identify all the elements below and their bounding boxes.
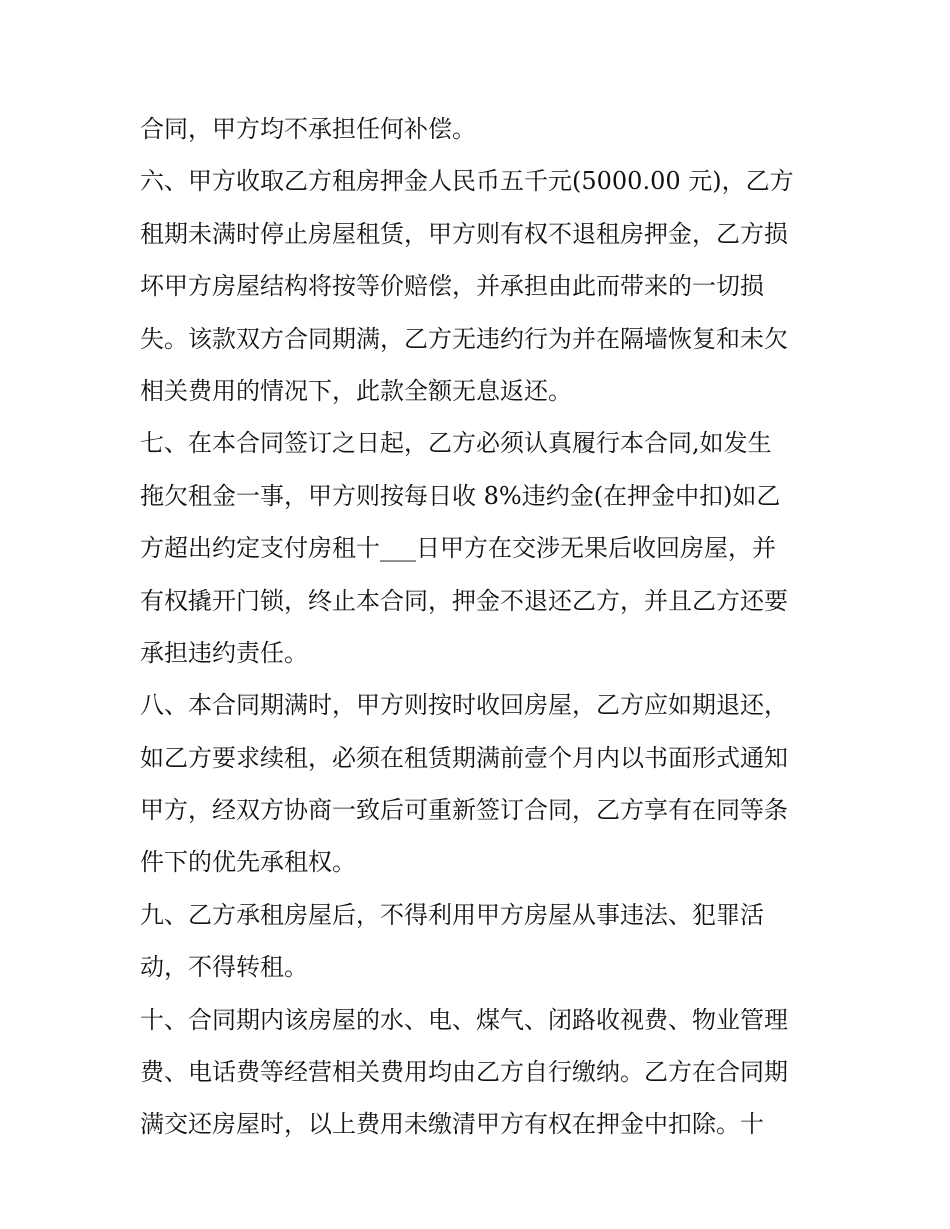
text-line: 方超出约定支付房租十___日甲方在交涉无果后收回房屋，并 (140, 534, 776, 563)
text-line: 动，不得转租。 (140, 953, 308, 982)
text-line: 相关费用的情况下，此款全额无息返还。 (140, 376, 572, 405)
text-line: 费、电话费等经营相关费用均由乙方自行缴纳。乙方在合同期 (140, 1058, 788, 1087)
text-line: 十、合同期内该房屋的水、电、煤气、闭路收视费、物业管理 (140, 1005, 788, 1034)
text-line: 如乙方要求续租，必须在租赁期满前壹个月内以书面形式通知 (140, 743, 788, 772)
text-line: 件下的优先承租权。 (140, 848, 356, 877)
text-line: 有权撬开门锁，终止本合同，押金不退还乙方，并且乙方还要 (140, 586, 788, 615)
text-line: 满交还房屋时，以上费用未缴清甲方有权在押金中扣除。十 (140, 1110, 764, 1139)
text-line: 失。该款双方合同期满，乙方无违约行为并在隔墙恢复和未欠 (140, 324, 788, 353)
text-line: 坏甲方房屋结构将按等价赔偿，并承担由此而带来的一切损 (140, 272, 764, 301)
text-line: 拖欠租金一事，甲方则按每日收 8%违约金(在押金中扣)如乙 (140, 481, 781, 510)
text-line: 九、乙方承租房屋后，不得利用甲方房屋从事违法、犯罪活 (140, 900, 764, 929)
text-line: 六、甲方收取乙方租房押金人民币五千元(5000.00 元)，乙方 (140, 167, 794, 196)
text-line: 七、在本合同签订之日起，乙方必须认真履行本合同,如发生 (140, 429, 772, 458)
text-line: 合同，甲方均不承担任何补偿。 (140, 115, 476, 143)
text-line: 承担违约责任。 (140, 638, 308, 667)
text-line: 八、本合同期满时，甲方则按时收回房屋，乙方应如期退还， (140, 691, 788, 720)
contract-body-text (140, 103, 820, 1151)
text-line: 甲方，经双方协商一致后可重新签订合同，乙方享有在同等条 (140, 796, 788, 825)
text-line: 租期未满时停止房屋租赁，甲方则有权不退租房押金，乙方损 (140, 219, 788, 248)
